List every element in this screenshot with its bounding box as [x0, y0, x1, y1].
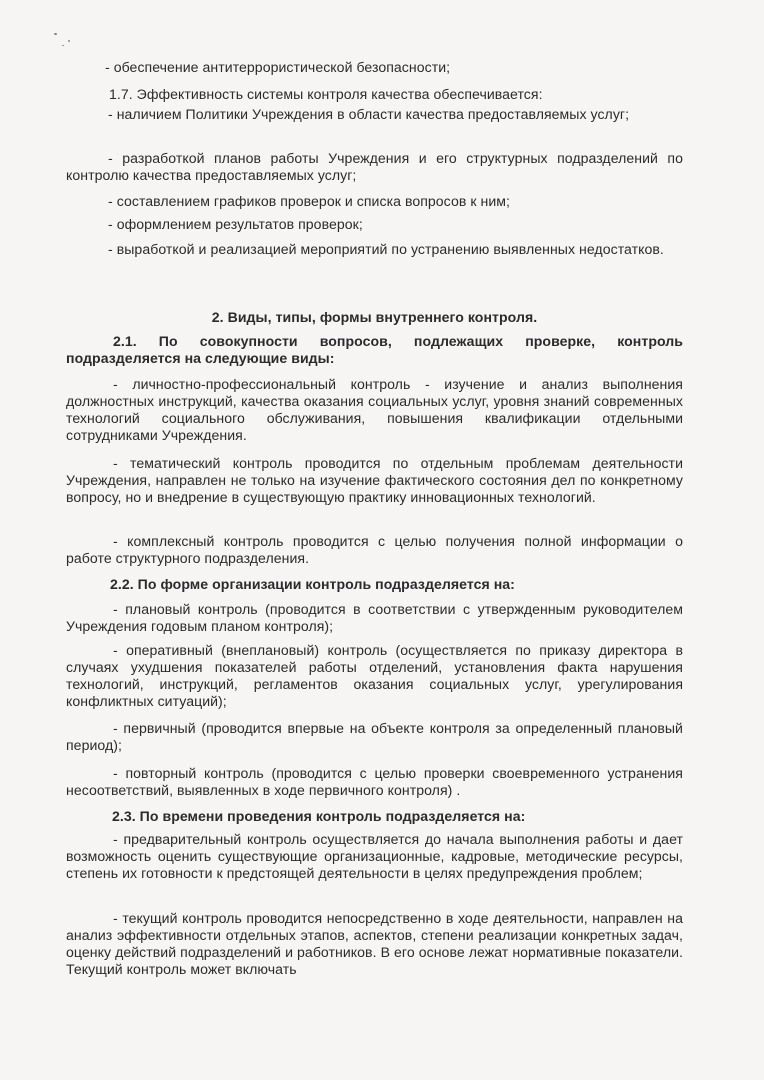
paragraph: - оперативный (внеплановый) контроль (осуществляется по приказу директора в случаях ухудшения показателей работы отделений, установления факта нарушения технологий, инструкций, регламентов оказания социальных услуг, урегулирования конфликтных ситуаций); [66, 642, 683, 709]
paragraph: - обеспечение антитеррористической безопасности; [105, 59, 451, 75]
paragraph: - повторный контроль (проводится с целью проверки своевременного устранения несоответствий, выявленных в ходе первичного контроля) . [66, 765, 683, 798]
paragraph: 1.7. Эффективность системы контроля качества обеспечивается: [109, 86, 543, 102]
paragraph: - составлением графиков проверок и списка вопросов к ним; [108, 193, 510, 209]
scan-speck [68, 40, 70, 42]
paragraph: - комплексный контроль проводится с целью получения полной информации о работе структурного подразделения. [66, 533, 683, 566]
scan-speck [62, 45, 64, 46]
paragraph: - тематический контроль проводится по отдельным проблемам деятельности Учреждения, направлен не только на изучение фактического состояния дел по конкретному вопросу, но и внедрение в существующую практику инновационных технологий. [66, 455, 683, 505]
paragraph: - оформлением результатов проверок; [108, 216, 363, 232]
paragraph: - первичный (проводится впервые на объекте контроля за определенный плановый период); [66, 720, 683, 753]
paragraph: - выработкой и реализацией мероприятий по устранению выявленных недостатков. [108, 241, 664, 257]
paragraph: - наличием Политики Учреждения в области качества предоставляемых услуг; [108, 106, 630, 122]
section-heading: 2. Виды, типы, формы внутреннего контроля. [211, 309, 538, 325]
paragraph: - предварительный контроль осуществляется до начала выполнения работы и дает возможность оценить существующие организационные, кадровые, методические ресурсы, степень их готовности к предстоящей деятельности в целях предупреждения проблем; [66, 831, 683, 881]
paragraph: - разработкой планов работы Учреждения и его структурных подразделений по контролю качества предоставляемых услуг; [66, 150, 683, 183]
paragraph: - текущий контроль проводится непосредственно в ходе деятельности, направлен на анализ эффективности отдельных этапов, аспектов, степени реализации конкретных задач, оценку действий подразделений и работников. В его основе лежат нормативные показатели. Текущий контроль может включать [66, 910, 683, 977]
paragraph: - личностно-профессиональный контроль - изучение и анализ выполнения должностных инструкций, качества оказания социальных услуг, уровня знаний современных технологий социального обслуживания, повышения квалификации отдельными сотрудниками Учреждения. [66, 376, 683, 443]
scan-speck [54, 33, 57, 35]
paragraph: - плановый контроль (проводится в соответствии с утвержденным руководителем Учреждения годовым планом контроля); [66, 601, 683, 634]
subsection-heading: 2.1. По совокупности вопросов, подлежащих проверке, контроль подразделяется на следующие виды: [66, 333, 683, 366]
subsection-heading: 2.2. По форме организации контроль подразделяется на: [110, 576, 515, 592]
subsection-heading: 2.3. По времени проведения контроль подразделяется на: [112, 808, 526, 824]
